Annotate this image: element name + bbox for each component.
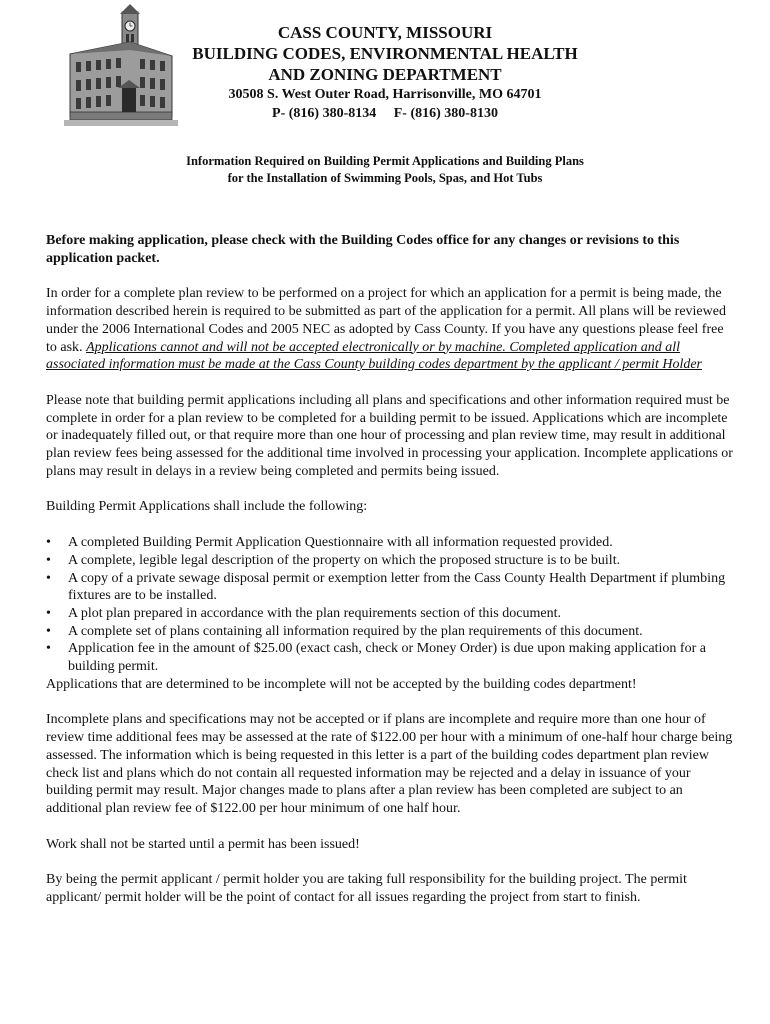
list-intro: Building Permit Applications shall include the following: (46, 499, 368, 515)
department-address: 30508 S. West Outer Road, Harrisonville, MO 64701 (228, 87, 542, 102)
department-header (150, 22, 620, 123)
bullet-icon: • (46, 552, 51, 568)
document-subtitle (100, 153, 670, 187)
completeness-paragraph: Please note that building permit applications including all plans and specifications and other information required must be complete in order for a plan review to be completed for a building permit to be issued. Applications which are incomplete or inadequately filled out, or that require more than one hour of processing and plan review time, may result in additional plan review fees being assessed for the additional time involved in processing your application. Incomplete applications or plans may result in delays in a review being completed and permits being issued. (46, 392, 733, 479)
document-body (46, 232, 736, 925)
bullet-icon: • (46, 623, 51, 639)
subtitle-line-1: Information Required on Building Permit Applications and Building Plans (186, 154, 584, 168)
list-item: • Application fee in the amount of $25.00 (exact cash, check or Money Order) is due upon making application for a building permit. (46, 641, 706, 675)
plan-review-paragraph (46, 285, 736, 374)
revision-notice: Before making application, please check with the Building Codes office for any changes or revisions to this application packet. (46, 233, 680, 266)
plan-review-text: In order for a complete plan review to be performed on a project for which an application for a permit is being made, the information described herein is required to be submitted as part of the application for a permit. All plans will be reviewed under the 2006 International Codes and 2005 NEC as adopted by Cass County. If you have any questions please feel free to ask. (46, 286, 726, 355)
department-name-line-2: AND ZONING DEPARTMENT (268, 65, 502, 84)
subtitle-line-2: for the Installation of Swimming Pools, Spas, and Hot Tubs (227, 171, 543, 185)
fees-paragraph: Incomplete plans and specifications may not be accepted or if plans are incomplete and require more than one hour of review time additional fees may be assessed at the rate of $122.00 per hour with a minimum of one-half hour charge being assessed. The information which is being requested in this letter is a part of the building codes department plan review check list and plans which do not contain all requested information may be rejected and a delay in issuance of your building permit may result. Major changes made to plans after a plan review has been completed are subject to an additional plan review fee of $122.00 per hour minimum of one half hour. (46, 712, 733, 816)
list-item: • A completed Building Permit Application Questionnaire with all information requested provided. (46, 535, 613, 551)
list-item: • A complete, legible legal description of the property on which the proposed structure is to be built. (46, 552, 621, 568)
bullet-icon: • (46, 535, 51, 551)
bullet-icon: • (46, 605, 51, 621)
list-item: • A copy of a private sewage disposal permit or exemption letter from the Cass County Health Department if plumbing fixtures are to be installed. (46, 570, 726, 604)
county-name: CASS COUNTY, MISSOURI (277, 23, 493, 42)
bullet-icon: • (46, 641, 51, 657)
bullet-icon: • (46, 570, 51, 586)
incomplete-warning: Applications that are determined to be incomplete will not be accepted by the building codes department! (46, 676, 637, 692)
responsibility-paragraph: By being the permit applicant / permit holder you are taking full responsibility for the building project. The permit applicant/ permit holder will be the point of contact for all issues regarding the project from start to finish. (46, 872, 687, 906)
department-phone-fax: P- (816) 380-8134 F- (816) 380-8130 (272, 106, 498, 121)
department-name-line-1: BUILDING CODES, ENVIRONMENTAL HEALTH (192, 44, 578, 63)
submission-requirement-emphasis: Applications cannot and will not be accepted electronically or by machine. Completed application and all associated information must be made at the Cass County building codes department by the applicant / permit Holder (46, 339, 702, 373)
list-item: • A plot plan prepared in accordance with the plan requirements section of this document. (46, 605, 561, 621)
work-start-warning: Work shall not be started until a permit has been issued! (46, 836, 360, 852)
requirements-list (46, 534, 736, 676)
list-item: • A complete set of plans containing all information required by the plan requirements of this document. (46, 623, 643, 639)
